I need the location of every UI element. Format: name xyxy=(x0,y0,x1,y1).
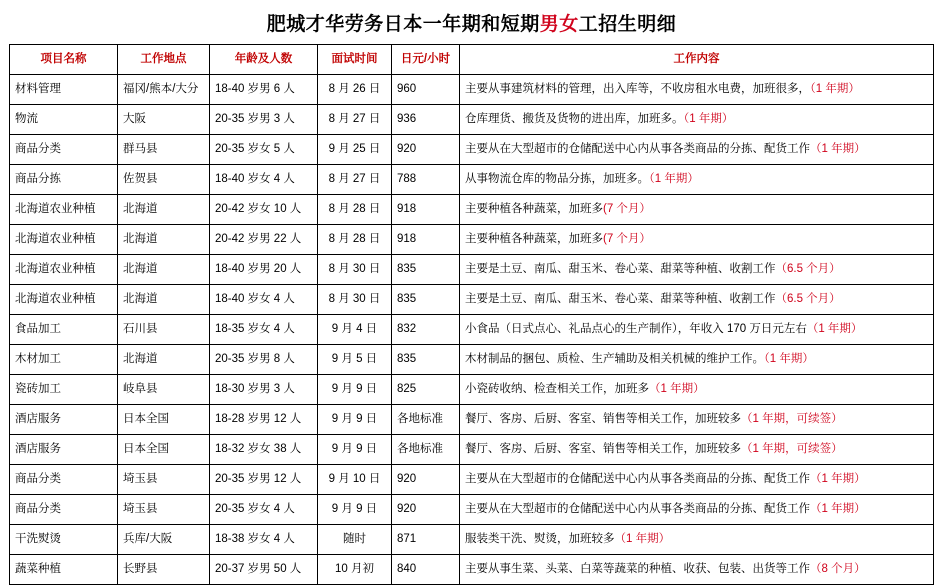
cell-interview-date-text: 9 月 9 日 xyxy=(331,383,378,396)
cell-wage xyxy=(392,375,460,405)
work-content-term-note: （1 年期） xyxy=(683,113,734,126)
table-body xyxy=(10,75,934,585)
cell-interview-date-text: 9 月 9 日 xyxy=(331,503,378,516)
cell-project-name-text: 北海道农业种植 xyxy=(15,233,96,246)
cell-work-place-text: 群马县 xyxy=(123,143,158,156)
work-content-text: 主要是土豆、南瓜、甜玉米、卷心菜、甜菜等种植、收割工作 xyxy=(465,263,776,276)
cell-wage-text: 840 xyxy=(397,563,417,576)
recruitment-table xyxy=(9,44,934,585)
cell-work-place xyxy=(118,285,210,315)
cell-wage xyxy=(392,315,460,345)
cell-interview-date xyxy=(318,315,392,345)
cell-project-name-text: 北海道农业种植 xyxy=(15,203,96,216)
cell-age-count xyxy=(210,495,318,525)
work-content-text: 主要从在大型超市的仓储配送中心内从事各类商品的分拣、配货工作 xyxy=(465,143,810,156)
table-row xyxy=(10,285,934,315)
cell-age-count-text: 20-35 岁男 3 人 xyxy=(215,113,295,126)
table-row xyxy=(10,225,934,255)
work-content-term-note: （1 年期，可续签） xyxy=(741,443,843,456)
cell-work-place-text: 岐阜县 xyxy=(123,383,158,396)
column-header-interview-date: 面试时间 xyxy=(318,45,392,75)
cell-work-place-text: 北海道 xyxy=(123,353,158,366)
table-row xyxy=(10,405,934,435)
work-content-term-note: （6.5 个月） xyxy=(775,293,841,306)
cell-work-place xyxy=(118,75,210,105)
cell-wage xyxy=(392,285,460,315)
cell-project-name-text: 商品分类 xyxy=(15,503,61,516)
cell-work-place xyxy=(118,405,210,435)
table-header xyxy=(10,45,934,75)
cell-interview-date-text: 9 月 25 日 xyxy=(328,143,381,156)
cell-age-count-text: 20-42 岁女 10 人 xyxy=(215,203,302,216)
cell-wage-text: 920 xyxy=(397,503,417,516)
cell-work-place-text: 北海道 xyxy=(123,263,158,276)
cell-age-count xyxy=(210,375,318,405)
cell-work-content xyxy=(460,375,934,405)
work-content-term-note: （1 年期） xyxy=(649,173,699,186)
cell-wage xyxy=(392,405,460,435)
cell-work-content xyxy=(460,525,934,555)
cell-interview-date xyxy=(318,135,392,165)
cell-interview-date-text: 10 月初 xyxy=(335,563,374,576)
work-content-text: 从事物流仓库的物品分拣，加班多。 xyxy=(465,173,649,186)
cell-interview-date xyxy=(318,225,392,255)
cell-wage-text: 832 xyxy=(397,323,417,336)
cell-age-count xyxy=(210,345,318,375)
cell-project-name-text: 商品分类 xyxy=(15,143,61,156)
cell-project-name-text: 木材加工 xyxy=(15,353,61,366)
cell-work-content xyxy=(460,165,934,195)
cell-work-content xyxy=(460,435,934,465)
cell-work-place-text: 兵库/大阪 xyxy=(123,533,173,546)
work-content-term-note: (7 个月） xyxy=(603,203,651,216)
cell-work-place xyxy=(118,525,210,555)
cell-age-count xyxy=(210,135,318,165)
cell-age-count-text: 20-35 岁女 5 人 xyxy=(215,143,295,156)
cell-project-name xyxy=(10,195,118,225)
cell-age-count xyxy=(210,165,318,195)
cell-age-count-text: 20-37 岁男 50 人 xyxy=(215,563,302,576)
work-content-text: 主要从在大型超市的仓储配送中心内从事各类商品的分拣、配货工作 xyxy=(465,503,810,516)
cell-work-place-text: 埼玉县 xyxy=(123,473,158,486)
cell-wage-text: 各地标准 xyxy=(397,413,443,426)
cell-age-count xyxy=(210,465,318,495)
cell-project-name xyxy=(10,405,118,435)
table-row xyxy=(10,525,934,555)
cell-project-name-text: 瓷砖加工 xyxy=(15,383,61,396)
cell-interview-date-text: 随时 xyxy=(343,533,366,546)
cell-work-content xyxy=(460,255,934,285)
cell-interview-date-text: 8 月 30 日 xyxy=(328,293,381,306)
cell-age-count xyxy=(210,435,318,465)
cell-age-count xyxy=(210,315,318,345)
column-header-content: 工作内容 xyxy=(460,45,934,75)
cell-interview-date xyxy=(318,555,392,585)
cell-age-count-text: 18-32 岁女 38 人 xyxy=(215,443,302,456)
cell-age-count-text: 18-28 岁男 12 人 xyxy=(215,413,302,426)
cell-wage-text: 920 xyxy=(397,143,417,156)
cell-work-content xyxy=(460,225,934,255)
cell-wage-text: 960 xyxy=(397,83,417,96)
work-content-text: 餐厅、客房、后厨、客室、销售等相关工作，加班较多 xyxy=(465,443,741,456)
cell-interview-date-text: 8 月 26 日 xyxy=(328,83,381,96)
cell-project-name-text: 商品分拣 xyxy=(15,173,61,186)
cell-wage xyxy=(392,525,460,555)
cell-project-name-text: 商品分类 xyxy=(15,473,61,486)
work-content-term-note: （1 年期） xyxy=(614,533,671,546)
cell-wage-text: 各地标准 xyxy=(397,443,443,456)
cell-work-place-text: 福冈/熊本/大分 xyxy=(123,83,199,96)
work-content-term-note: （1 年期） xyxy=(806,323,863,336)
cell-work-content xyxy=(460,345,934,375)
cell-interview-date-text: 9 月 10 日 xyxy=(328,473,381,486)
work-content-term-note: （1 年期） xyxy=(764,353,814,366)
cell-interview-date-text: 9 月 9 日 xyxy=(331,413,378,426)
cell-interview-date xyxy=(318,495,392,525)
cell-wage-text: 918 xyxy=(397,203,417,216)
table-row xyxy=(10,75,934,105)
cell-work-place xyxy=(118,315,210,345)
cell-work-place xyxy=(118,165,210,195)
cell-wage-text: 835 xyxy=(397,293,417,306)
cell-wage xyxy=(392,465,460,495)
table-row xyxy=(10,165,934,195)
cell-work-place xyxy=(118,255,210,285)
cell-wage xyxy=(392,135,460,165)
cell-project-name xyxy=(10,225,118,255)
table-row xyxy=(10,435,934,465)
column-header-age-count: 年龄及人数 xyxy=(210,45,318,75)
cell-wage-text: 825 xyxy=(397,383,417,396)
cell-wage xyxy=(392,225,460,255)
cell-work-place xyxy=(118,135,210,165)
cell-work-place xyxy=(118,225,210,255)
work-content-text: 主要种植各种蔬菜，加班多 xyxy=(465,203,603,216)
cell-work-place-text: 日本全国 xyxy=(123,413,169,426)
work-content-text: 仓库理货、搬货及货物的进出库，加班多。 xyxy=(465,113,684,126)
cell-project-name-text: 干洗熨烫 xyxy=(15,533,61,546)
table-row xyxy=(10,555,934,585)
work-content-term-note: （1 年期） xyxy=(810,473,866,486)
cell-age-count xyxy=(210,105,318,135)
cell-interview-date xyxy=(318,465,392,495)
cell-age-count-text: 18-35 岁女 4 人 xyxy=(215,323,295,336)
work-content-text: 主要从事生菜、头菜、白菜等蔬菜的种植、收获、包装、出货等工作 xyxy=(465,563,810,576)
cell-interview-date-text: 8 月 27 日 xyxy=(328,173,381,186)
table-row xyxy=(10,465,934,495)
work-content-text: 主要从在大型超市的仓储配送中心内从事各类商品的分拣、配货工作 xyxy=(465,473,810,486)
cell-age-count xyxy=(210,255,318,285)
table-row xyxy=(10,495,934,525)
cell-project-name xyxy=(10,375,118,405)
cell-project-name xyxy=(10,255,118,285)
cell-work-place xyxy=(118,495,210,525)
work-content-text: 餐厅、客房、后厨、客室、销售等相关工作，加班较多 xyxy=(465,413,741,426)
table-row xyxy=(10,255,934,285)
cell-wage xyxy=(392,165,460,195)
cell-interview-date xyxy=(318,105,392,135)
cell-work-place xyxy=(118,105,210,135)
cell-project-name xyxy=(10,465,118,495)
cell-age-count-text: 20-35 岁男 8 人 xyxy=(215,353,295,366)
cell-work-place-text: 埼玉县 xyxy=(123,503,158,516)
cell-interview-date xyxy=(318,435,392,465)
cell-work-content xyxy=(460,405,934,435)
cell-age-count-text: 20-42 岁男 22 人 xyxy=(215,233,302,246)
work-content-text: 主要从事建筑材料的管理，出入库等，不收房租水电费，加班很多， xyxy=(465,83,810,96)
work-content-term-note: （1 年期） xyxy=(649,383,705,396)
cell-age-count-text: 18-30 岁男 3 人 xyxy=(215,383,295,396)
column-header-name: 项目名称 xyxy=(10,45,118,75)
cell-wage-text: 835 xyxy=(397,353,417,366)
cell-age-count-text: 20-35 岁女 4 人 xyxy=(215,503,295,516)
cell-project-name xyxy=(10,135,118,165)
work-content-term-note: （1 年期） xyxy=(810,503,866,516)
cell-work-content xyxy=(460,285,934,315)
title-text-before: 肥城才华劳务日本一年期和短期 xyxy=(266,14,540,35)
cell-interview-date xyxy=(318,195,392,225)
table-row xyxy=(10,135,934,165)
cell-wage-text: 835 xyxy=(397,263,417,276)
cell-work-place xyxy=(118,465,210,495)
cell-project-name xyxy=(10,315,118,345)
work-content-text: 服装类干洗、熨烫，加班较多 xyxy=(465,533,615,546)
table-row xyxy=(10,105,934,135)
table-row xyxy=(10,345,934,375)
cell-project-name xyxy=(10,525,118,555)
cell-work-content xyxy=(460,465,934,495)
work-content-text: 小瓷砖收纳、检查相关工作，加班多 xyxy=(465,383,649,396)
cell-age-count-text: 18-40 岁女 4 人 xyxy=(215,173,295,186)
table-row xyxy=(10,375,934,405)
cell-interview-date-text: 8 月 28 日 xyxy=(328,203,381,216)
work-content-term-note: （1 年期，可续签） xyxy=(741,413,843,426)
cell-age-count xyxy=(210,525,318,555)
cell-interview-date-text: 8 月 30 日 xyxy=(328,263,381,276)
work-content-text: 主要是土豆、南瓜、甜玉米、卷心菜、甜菜等种植、收割工作 xyxy=(465,293,776,306)
cell-age-count-text: 18-40 岁男 20 人 xyxy=(215,263,302,276)
cell-wage-text: 871 xyxy=(397,533,417,546)
cell-work-content xyxy=(460,75,934,105)
work-content-text: 木材制品的捆包、质检、生产辅助及相关机械的维护工作。 xyxy=(465,353,764,366)
cell-work-place-text: 大阪 xyxy=(123,113,146,126)
cell-project-name xyxy=(10,345,118,375)
cell-interview-date xyxy=(318,345,392,375)
cell-work-place-text: 北海道 xyxy=(123,203,158,216)
cell-interview-date-text: 9 月 9 日 xyxy=(331,443,378,456)
cell-project-name xyxy=(10,165,118,195)
work-content-term-note: （6.5 个月） xyxy=(775,263,841,276)
cell-age-count-text: 18-40 岁男 6 人 xyxy=(215,83,295,96)
cell-wage xyxy=(392,195,460,225)
cell-project-name xyxy=(10,105,118,135)
work-content-term-note: （8 个月） xyxy=(810,563,866,576)
cell-work-place-text: 佐贺县 xyxy=(123,173,158,186)
cell-work-content xyxy=(460,195,934,225)
cell-work-place-text: 北海道 xyxy=(123,233,158,246)
cell-work-content xyxy=(460,105,934,135)
cell-work-content xyxy=(460,135,934,165)
cell-wage xyxy=(392,255,460,285)
table-row xyxy=(10,195,934,225)
cell-interview-date xyxy=(318,405,392,435)
cell-wage-text: 920 xyxy=(397,473,417,486)
cell-wage xyxy=(392,345,460,375)
cell-age-count-text: 18-40 岁女 4 人 xyxy=(215,293,295,306)
cell-project-name-text: 食品加工 xyxy=(15,323,61,336)
cell-wage xyxy=(392,495,460,525)
cell-wage xyxy=(392,105,460,135)
title-text-after: 工招生明细 xyxy=(578,14,677,35)
cell-interview-date-text: 8 月 27 日 xyxy=(328,113,381,126)
cell-work-content xyxy=(460,315,934,345)
work-content-term-note: (7 个月） xyxy=(603,233,651,246)
cell-project-name xyxy=(10,555,118,585)
cell-wage xyxy=(392,555,460,585)
cell-work-place-text: 日本全国 xyxy=(123,443,169,456)
cell-wage xyxy=(392,75,460,105)
cell-interview-date xyxy=(318,165,392,195)
cell-interview-date xyxy=(318,255,392,285)
cell-work-content xyxy=(460,495,934,525)
cell-work-place xyxy=(118,345,210,375)
cell-work-place-text: 石川县 xyxy=(123,323,158,336)
cell-project-name-text: 酒店服务 xyxy=(15,413,61,426)
cell-project-name-text: 北海道农业种植 xyxy=(15,263,96,276)
work-content-term-note: （1 年期） xyxy=(810,83,860,96)
cell-project-name-text: 酒店服务 xyxy=(15,443,61,456)
title-text-highlight: 男女 xyxy=(539,14,579,35)
cell-project-name-text: 蔬菜种植 xyxy=(15,563,61,576)
cell-wage xyxy=(392,435,460,465)
work-content-text: 主要种植各种蔬菜，加班多 xyxy=(465,233,603,246)
table-row xyxy=(10,315,934,345)
work-content-text: 小食品（日式点心、礼品点心的生产制作），年收入 170 万日元左右 xyxy=(465,323,807,336)
cell-project-name xyxy=(10,495,118,525)
cell-project-name xyxy=(10,285,118,315)
cell-interview-date xyxy=(318,75,392,105)
cell-project-name-text: 物流 xyxy=(15,113,38,126)
cell-project-name-text: 材料管理 xyxy=(15,83,61,96)
cell-interview-date-text: 9 月 5 日 xyxy=(331,353,378,366)
cell-wage-text: 936 xyxy=(397,113,417,126)
cell-age-count-text: 20-35 岁男 12 人 xyxy=(215,473,302,486)
cell-project-name xyxy=(10,435,118,465)
cell-wage-text: 918 xyxy=(397,233,417,246)
cell-work-place xyxy=(118,195,210,225)
page-title xyxy=(0,0,943,44)
cell-age-count-text: 18-38 岁女 4 人 xyxy=(215,533,295,546)
cell-interview-date-text: 8 月 28 日 xyxy=(328,233,381,246)
cell-interview-date xyxy=(318,375,392,405)
work-content-term-note: （1 年期） xyxy=(810,143,866,156)
cell-work-content xyxy=(460,555,934,585)
cell-project-name xyxy=(10,75,118,105)
column-header-wage: 日元/小时 xyxy=(392,45,460,75)
cell-interview-date-text: 9 月 4 日 xyxy=(331,323,378,336)
cell-age-count xyxy=(210,285,318,315)
cell-work-place-text: 北海道 xyxy=(123,293,158,306)
cell-wage-text: 788 xyxy=(397,173,417,186)
cell-work-place xyxy=(118,555,210,585)
cell-work-place xyxy=(118,375,210,405)
cell-age-count xyxy=(210,75,318,105)
cell-age-count xyxy=(210,405,318,435)
cell-age-count xyxy=(210,555,318,585)
cell-age-count xyxy=(210,225,318,255)
cell-work-place-text: 长野县 xyxy=(123,563,158,576)
cell-project-name-text: 北海道农业种植 xyxy=(15,293,96,306)
cell-age-count xyxy=(210,195,318,225)
column-header-place: 工作地点 xyxy=(118,45,210,75)
cell-interview-date xyxy=(318,525,392,555)
table-header-row xyxy=(10,45,934,75)
cell-work-place xyxy=(118,435,210,465)
cell-interview-date xyxy=(318,285,392,315)
